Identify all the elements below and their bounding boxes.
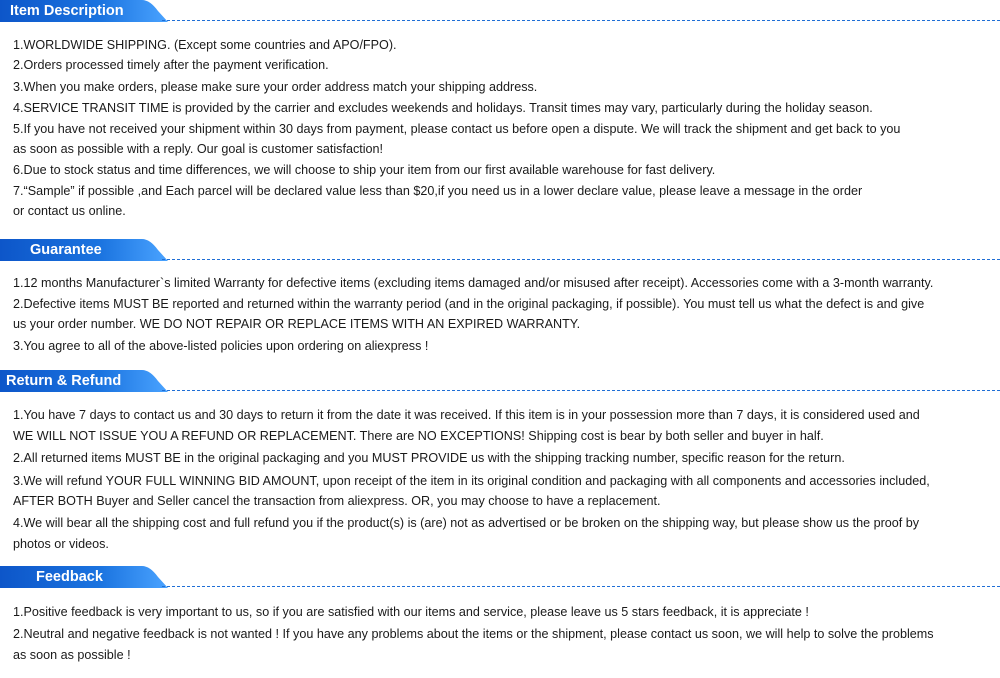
text-line: as soon as possible with a reply. Our goal is customer satisfaction! [13, 142, 384, 156]
section-title: Return & Refund [6, 373, 122, 389]
text-line: 2.Neutral and negative feedback is not wanted ! If you have any problems about the items or the shipment, please contact us soon, we will help to solve the problems [13, 627, 934, 641]
guarantee-section [0, 239, 1000, 353]
return-refund-section [0, 370, 1000, 551]
text-line: 3.When you make orders, please make sure your order address match your shipping address. [13, 80, 538, 94]
section-divider [162, 20, 1000, 21]
item-description-section [0, 0, 1000, 218]
text-line: 3.You agree to all of the above-listed policies upon ordering on aliexpress ! [13, 339, 429, 353]
text-line: 1.12 months Manufacturer`s limited Warranty for defective items (excluding items damaged and/or misused after receipt). Accessories come with a 3-month warranty. [13, 276, 934, 290]
section-header [0, 370, 1000, 392]
section-title: Feedback [36, 569, 103, 585]
section-header [0, 239, 1000, 261]
text-line: 1.Positive feedback is very important to us, so if you are satisfied with our items and service, please leave us 5 stars feedback, it is appreciate ! [13, 605, 809, 619]
text-line: photos or videos. [13, 537, 109, 551]
section-title: Guarantee [30, 242, 102, 258]
section-tab [0, 239, 170, 261]
text-line: 6.Due to stock status and time differences, we will choose to ship your item from our first available warehouse for fast delivery. [13, 163, 716, 177]
section-header [0, 566, 1000, 588]
text-line: 4.We will bear all the shipping cost and full refund you if the product(s) is (are) not as advertised or be broken on the shipping way, but please show us the proof by [13, 516, 920, 530]
text-line: 1.WORLDWIDE SHIPPING. (Except some countries and APO/FPO). [13, 38, 397, 52]
section-tab [0, 566, 170, 588]
text-line: 4.SERVICE TRANSIT TIME is provided by the carrier and excludes weekends and holidays. Transit times may vary, particularly during the holiday season. [13, 101, 873, 115]
text-line: us your order number. WE DO NOT REPAIR OR REPLACE ITEMS WITH AN EXPIRED WARRANTY. [13, 317, 581, 331]
section-divider [162, 390, 1000, 391]
text-line: 2.Orders processed timely after the payment verification. [13, 58, 329, 72]
text-line: WE WILL NOT ISSUE YOU A REFUND OR REPLACEMENT. There are NO EXCEPTIONS! Shipping cost is bear by both seller and buyer in half. [13, 429, 824, 443]
text-line: as soon as possible ! [13, 648, 131, 662]
text-line: 7.“Sample” if possible ,and Each parcel will be declared value less than $20,if you need us in a lower declare value, please leave a message in the order [13, 184, 863, 198]
section-tab [0, 0, 170, 22]
text-line: 5.If you have not received your shipment within 30 days from payment, please contact us before open a dispute. We will track the shipment and get back to you [13, 122, 901, 136]
section-divider [162, 259, 1000, 260]
text-line: 3.We will refund YOUR FULL WINNING BID AMOUNT, upon receipt of the item in its original condition and packaging with all components and accessories included, [13, 474, 930, 488]
text-line: AFTER BOTH Buyer and Seller cancel the transaction from aliexpress. OR, you may choose to have a replacement. [13, 494, 661, 508]
text-line: 1.You have 7 days to contact us and 30 days to return it from the date it was received. If this item is in your possession more than 7 days, it is considered used and [13, 408, 920, 422]
section-title: Item Description [10, 3, 124, 19]
section-divider [162, 586, 1000, 587]
feedback-section [0, 566, 1000, 662]
text-line: 2.All returned items MUST BE in the original packaging and you MUST PROVIDE us with the shipping tracking number, specific reason for the return. [13, 451, 845, 465]
section-header [0, 0, 1000, 22]
section-tab [0, 370, 170, 392]
text-line: 2.Defective items MUST BE reported and returned within the warranty period (and in the original packaging, if possible). You must tell us what the defect is and give [13, 297, 925, 311]
text-line: or contact us online. [13, 204, 126, 218]
